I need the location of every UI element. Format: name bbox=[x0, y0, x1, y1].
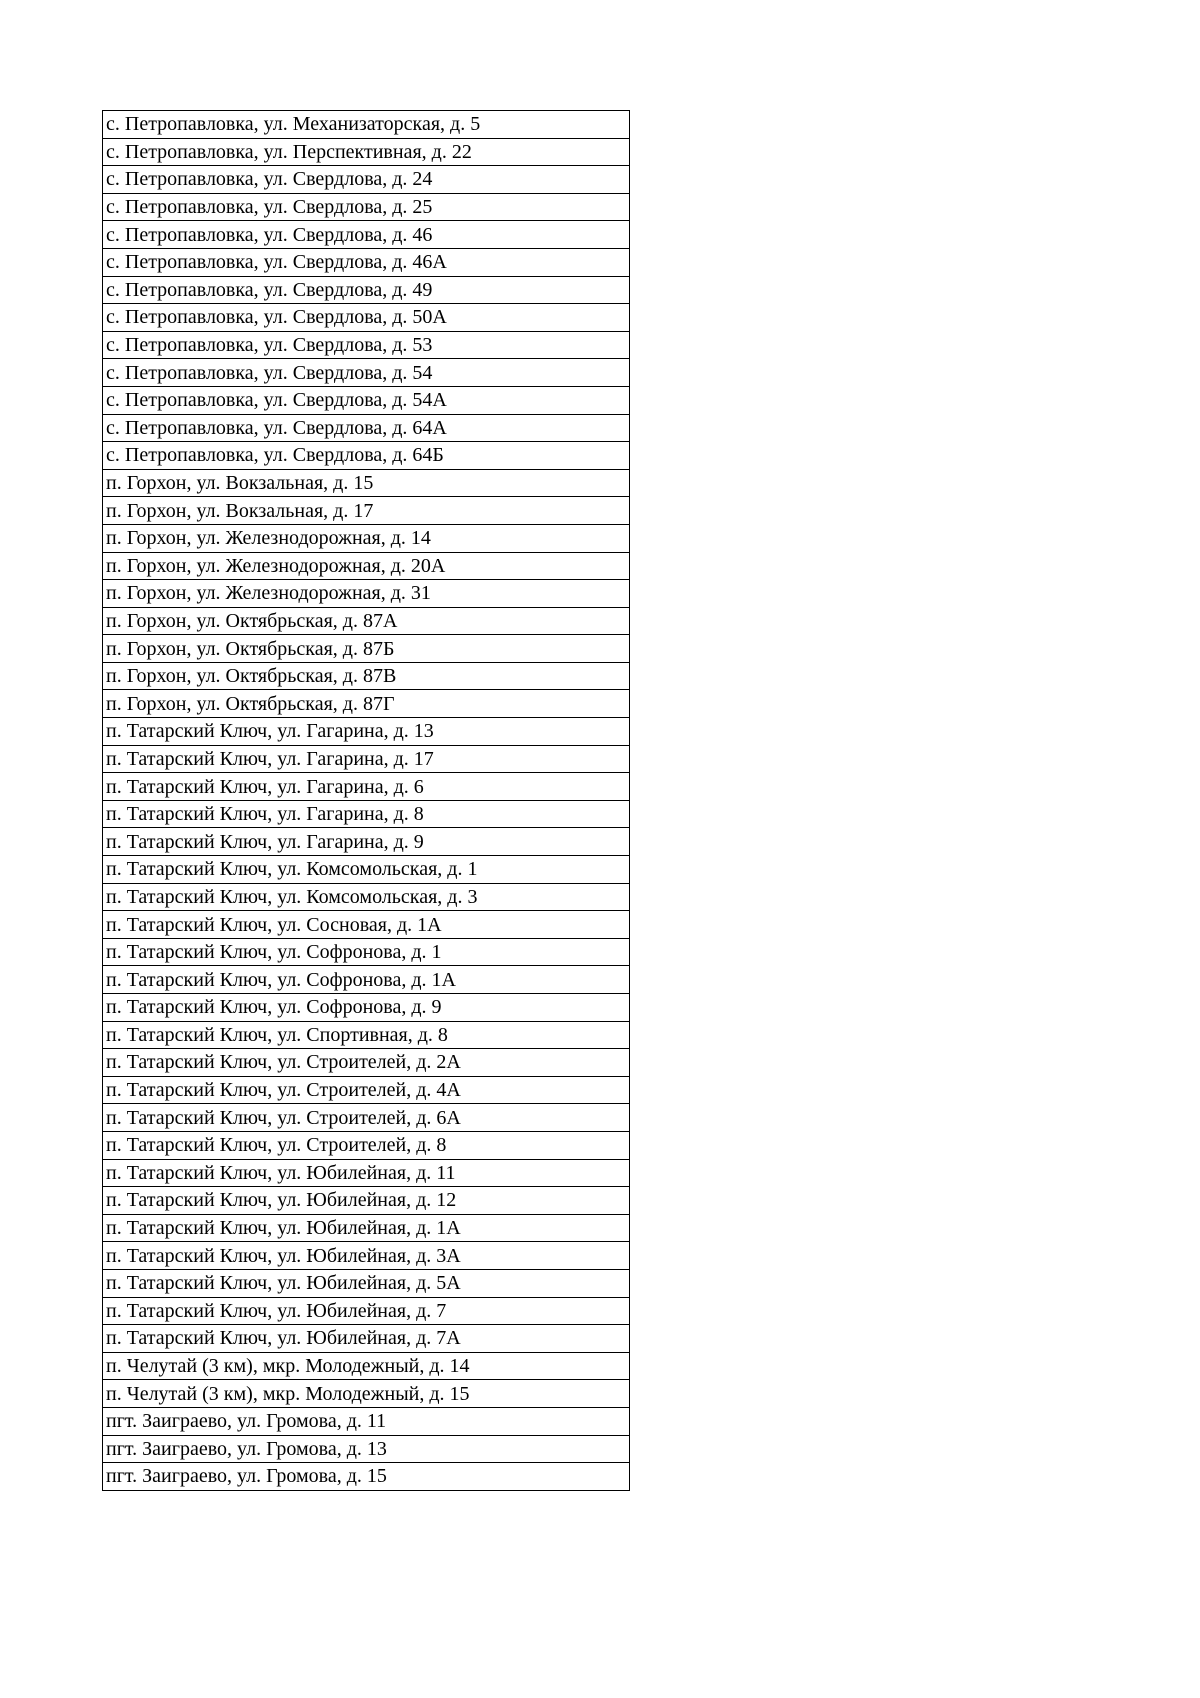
table-row bbox=[103, 607, 630, 635]
address-cell: п. Татарский Ключ, ул. Гагарина, д. 17 bbox=[103, 745, 630, 773]
address-cell: п. Горхон, ул. Октябрьская, д. 87А bbox=[103, 607, 630, 635]
address-cell: п. Горхон, ул. Октябрьская, д. 87Г bbox=[103, 690, 630, 718]
table-row bbox=[103, 911, 630, 939]
address-cell: с. Петропавловка, ул. Механизаторская, д. 5 bbox=[103, 111, 630, 139]
address-cell: п. Татарский Ключ, ул. Сосновая, д. 1А bbox=[103, 911, 630, 939]
address-cell: п. Татарский Ключ, ул. Юбилейная, д. 7А bbox=[103, 1325, 630, 1353]
address-cell: п. Татарский Ключ, ул. Юбилейная, д. 12 bbox=[103, 1187, 630, 1215]
address-cell: п. Татарский Ключ, ул. Строителей, д. 6А bbox=[103, 1104, 630, 1132]
table-row bbox=[103, 1352, 630, 1380]
address-cell: с. Петропавловка, ул. Свердлова, д. 49 bbox=[103, 276, 630, 304]
table-row bbox=[103, 856, 630, 884]
address-cell: с. Петропавловка, ул. Свердлова, д. 50А bbox=[103, 304, 630, 332]
table-row bbox=[103, 662, 630, 690]
address-cell: п. Челутай (3 км), мкр. Молодежный, д. 15 bbox=[103, 1380, 630, 1408]
address-table bbox=[102, 110, 630, 1491]
table-row bbox=[103, 1187, 630, 1215]
address-cell: с. Петропавловка, ул. Свердлова, д. 64Б bbox=[103, 442, 630, 470]
table-row bbox=[103, 883, 630, 911]
address-cell: п. Горхон, ул. Вокзальная, д. 17 bbox=[103, 497, 630, 525]
address-cell: п. Татарский Ключ, ул. Гагарина, д. 6 bbox=[103, 773, 630, 801]
address-cell: п. Горхон, ул. Октябрьская, д. 87Б bbox=[103, 635, 630, 663]
table-row bbox=[103, 966, 630, 994]
address-cell: пгт. Заиграево, ул. Громова, д. 11 bbox=[103, 1407, 630, 1435]
table-row bbox=[103, 138, 630, 166]
table-row bbox=[103, 1407, 630, 1435]
address-cell: с. Петропавловка, ул. Свердлова, д. 24 bbox=[103, 166, 630, 194]
table-row bbox=[103, 1159, 630, 1187]
address-cell: п. Горхон, ул. Железнодорожная, д. 31 bbox=[103, 580, 630, 608]
address-cell: п. Татарский Ключ, ул. Строителей, д. 4А bbox=[103, 1076, 630, 1104]
table-row bbox=[103, 111, 630, 139]
table-row bbox=[103, 331, 630, 359]
table-row bbox=[103, 1214, 630, 1242]
table-row bbox=[103, 828, 630, 856]
table-row bbox=[103, 994, 630, 1022]
address-cell: п. Татарский Ключ, ул. Гагарина, д. 9 bbox=[103, 828, 630, 856]
address-cell: п. Татарский Ключ, ул. Юбилейная, д. 1А bbox=[103, 1214, 630, 1242]
table-row bbox=[103, 524, 630, 552]
table-row bbox=[103, 166, 630, 194]
address-cell: с. Петропавловка, ул. Свердлова, д. 25 bbox=[103, 193, 630, 221]
address-cell: п. Татарский Ключ, ул. Юбилейная, д. 7 bbox=[103, 1297, 630, 1325]
address-cell: с. Петропавловка, ул. Свердлова, д. 54 bbox=[103, 359, 630, 387]
address-cell: п. Челутай (3 км), мкр. Молодежный, д. 14 bbox=[103, 1352, 630, 1380]
table-row bbox=[103, 745, 630, 773]
address-cell: п. Татарский Ключ, ул. Юбилейная, д. 5А bbox=[103, 1269, 630, 1297]
address-cell: п. Горхон, ул. Железнодорожная, д. 14 bbox=[103, 524, 630, 552]
table-row bbox=[103, 1297, 630, 1325]
table-row bbox=[103, 193, 630, 221]
address-cell: п. Татарский Ключ, ул. Юбилейная, д. 3А bbox=[103, 1242, 630, 1270]
table-row bbox=[103, 414, 630, 442]
table-row bbox=[103, 304, 630, 332]
address-cell: п. Татарский Ключ, ул. Гагарина, д. 13 bbox=[103, 718, 630, 746]
table-row bbox=[103, 1325, 630, 1353]
table-row bbox=[103, 690, 630, 718]
address-cell: п. Татарский Ключ, ул. Софронова, д. 1 bbox=[103, 938, 630, 966]
table-row bbox=[103, 1463, 630, 1491]
address-cell: п. Татарский Ключ, ул. Комсомольская, д. 1 bbox=[103, 856, 630, 884]
table-row bbox=[103, 1021, 630, 1049]
table-row bbox=[103, 248, 630, 276]
table-row bbox=[103, 1380, 630, 1408]
address-cell: с. Петропавловка, ул. Свердлова, д. 54А bbox=[103, 386, 630, 414]
table-row bbox=[103, 800, 630, 828]
address-cell: п. Горхон, ул. Железнодорожная, д. 20А bbox=[103, 552, 630, 580]
address-cell: п. Татарский Ключ, ул. Гагарина, д. 8 bbox=[103, 800, 630, 828]
table-row bbox=[103, 1076, 630, 1104]
table-row bbox=[103, 386, 630, 414]
address-cell: с. Петропавловка, ул. Перспективная, д. 22 bbox=[103, 138, 630, 166]
table-row bbox=[103, 1131, 630, 1159]
address-cell: п. Татарский Ключ, ул. Строителей, д. 8 bbox=[103, 1131, 630, 1159]
address-table-body bbox=[103, 111, 630, 1491]
address-cell: п. Татарский Ключ, ул. Строителей, д. 2А bbox=[103, 1049, 630, 1077]
table-row bbox=[103, 469, 630, 497]
address-cell: пгт. Заиграево, ул. Громова, д. 13 bbox=[103, 1435, 630, 1463]
address-cell: с. Петропавловка, ул. Свердлова, д. 64А bbox=[103, 414, 630, 442]
table-row bbox=[103, 1242, 630, 1270]
table-row bbox=[103, 773, 630, 801]
table-row bbox=[103, 635, 630, 663]
address-cell: пгт. Заиграево, ул. Громова, д. 15 bbox=[103, 1463, 630, 1491]
table-row bbox=[103, 497, 630, 525]
address-cell: с. Петропавловка, ул. Свердлова, д. 53 bbox=[103, 331, 630, 359]
address-cell: п. Татарский Ключ, ул. Софронова, д. 9 bbox=[103, 994, 630, 1022]
table-row bbox=[103, 1049, 630, 1077]
address-cell: с. Петропавловка, ул. Свердлова, д. 46А bbox=[103, 248, 630, 276]
table-row bbox=[103, 442, 630, 470]
table-row bbox=[103, 276, 630, 304]
table-row bbox=[103, 938, 630, 966]
table-row bbox=[103, 718, 630, 746]
address-cell: п. Татарский Ключ, ул. Юбилейная, д. 11 bbox=[103, 1159, 630, 1187]
table-row bbox=[103, 359, 630, 387]
table-row bbox=[103, 1104, 630, 1132]
address-cell: с. Петропавловка, ул. Свердлова, д. 46 bbox=[103, 221, 630, 249]
address-cell: п. Горхон, ул. Октябрьская, д. 87В bbox=[103, 662, 630, 690]
address-cell: п. Татарский Ключ, ул. Софронова, д. 1А bbox=[103, 966, 630, 994]
table-row bbox=[103, 1269, 630, 1297]
address-cell: п. Татарский Ключ, ул. Спортивная, д. 8 bbox=[103, 1021, 630, 1049]
table-row bbox=[103, 580, 630, 608]
address-cell: п. Татарский Ключ, ул. Комсомольская, д. 3 bbox=[103, 883, 630, 911]
table-row bbox=[103, 552, 630, 580]
address-cell: п. Горхон, ул. Вокзальная, д. 15 bbox=[103, 469, 630, 497]
table-row bbox=[103, 1435, 630, 1463]
table-row bbox=[103, 221, 630, 249]
